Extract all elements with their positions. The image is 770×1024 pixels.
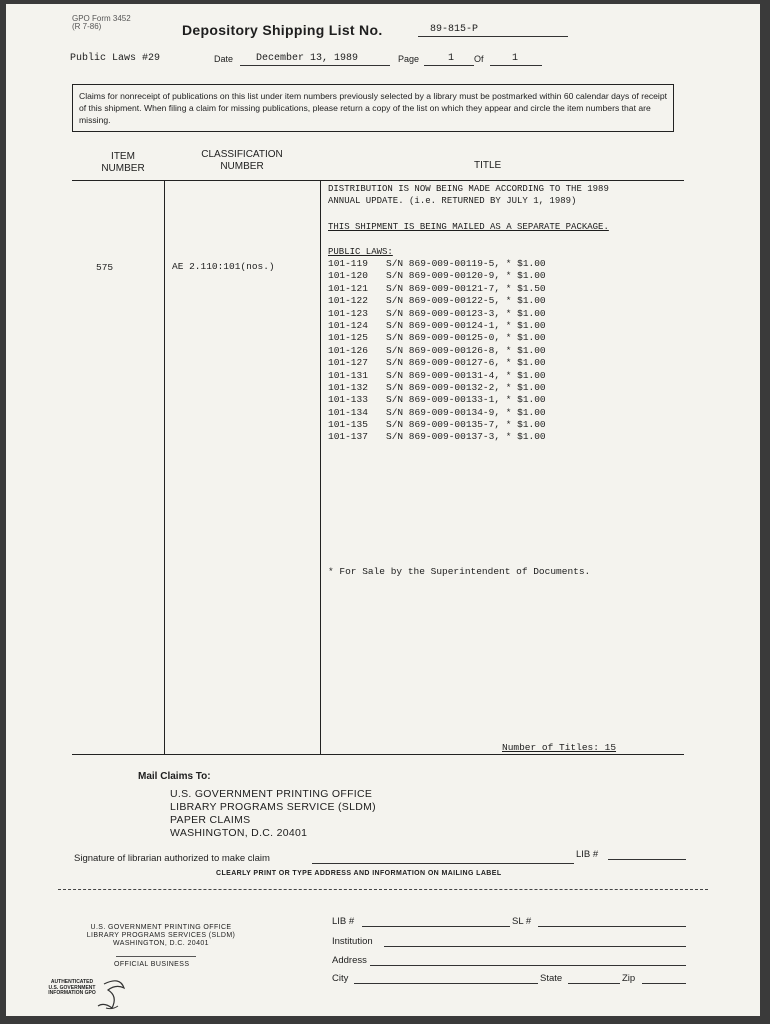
of-value: 1 bbox=[512, 53, 519, 64]
page-value: 1 bbox=[448, 53, 455, 64]
sender-address: U.S. GOVERNMENT PRINTING OFFICE LIBRARY PROGRAMS SERVICES (SLDM) WASHINGTON, D.C. 20401 bbox=[86, 924, 236, 947]
gpo-authenticated-seal: AUTHENTICATED U.S. GOVERNMENT INFORMATION GPO bbox=[46, 974, 126, 1014]
distribution-notice-2: ANNUAL UPDATE. (i.e. RETURNED BY JULY 1, 1989) bbox=[328, 196, 577, 206]
shipping-list-sheet bbox=[6, 4, 760, 1016]
signature-field[interactable] bbox=[312, 863, 574, 864]
list-item: 101-124 S/N 869-009-00124-1, * $1.00 bbox=[328, 319, 546, 331]
for-sale-note: * For Sale by the Superintendent of Documents. bbox=[328, 566, 591, 577]
list-number: 89-815-P bbox=[430, 24, 479, 35]
signature-label: Signature of librarian authorized to make claim bbox=[74, 853, 270, 864]
public-laws-list bbox=[328, 258, 546, 444]
mail-claims-address: U.S. GOVERNMENT PRINTING OFFICE LIBRARY PROGRAMS SERVICE (SLDM) PAPER CLAIMS WASHINGTON, D.C. 20401 bbox=[170, 788, 376, 839]
distribution-notice-1: DISTRIBUTION IS NOW BEING MADE ACCORDING TO THE 1989 bbox=[328, 184, 609, 194]
city-label: City bbox=[332, 973, 349, 984]
list-item: 101-134 S/N 869-009-00134-9, * $1.00 bbox=[328, 406, 546, 418]
classification-number-header: CLASSIFICATION NUMBER bbox=[201, 149, 283, 172]
official-business: OFFICIAL BUSINESS bbox=[114, 961, 190, 968]
document-title: Depository Shipping List No. bbox=[182, 22, 383, 38]
city-field[interactable] bbox=[354, 983, 538, 984]
address-label: Address bbox=[332, 955, 367, 966]
list-item: 101-132 S/N 869-009-00132-2, * $1.00 bbox=[328, 381, 546, 393]
list-item: 101-135 S/N 869-009-00135-7, * $1.00 bbox=[328, 419, 546, 431]
list-item: 101-122 S/N 869-009-00122-5, * $1.00 bbox=[328, 295, 546, 307]
item-number-value: 575 bbox=[96, 262, 114, 273]
number-of-titles: Number of Titles: 15 bbox=[502, 742, 617, 753]
date-value: December 13, 1989 bbox=[256, 53, 359, 64]
date-label: Date bbox=[214, 54, 234, 64]
title-header: TITLE bbox=[474, 160, 502, 171]
list-item: 101-127 S/N 869-009-00127-6, * $1.00 bbox=[328, 357, 546, 369]
list-item: 101-137 S/N 869-009-00137-3, * $1.00 bbox=[328, 431, 546, 443]
lib-number-label: LIB # bbox=[576, 849, 599, 860]
list-item: 101-126 S/N 869-009-00126-8, * $1.00 bbox=[328, 344, 546, 356]
form-rev: (R 7-86) bbox=[72, 22, 102, 31]
list-item: 101-131 S/N 869-009-00131-4, * $1.00 bbox=[328, 369, 546, 381]
mail-claims-label: Mail Claims To: bbox=[138, 771, 211, 782]
claims-notice-text: Claims for nonreceipt of publications on this list under item numbers previously selected by a library must be postmarked within 60 calendar days of receipt of this shipment. When filing a claim for missing publications, please return a copy of the list on which they appear and circle the item numbers that are missing. bbox=[79, 91, 668, 125]
of-label: Of bbox=[474, 54, 484, 64]
lib-number-field[interactable] bbox=[608, 859, 686, 860]
list-item: 101-123 S/N 869-009-00123-3, * $1.00 bbox=[328, 307, 546, 319]
institution-label: Institution bbox=[332, 936, 373, 947]
classification-value: AE 2.110:101(nos.) bbox=[172, 261, 275, 272]
page-label: Page bbox=[398, 54, 420, 64]
item-number-header: ITEM NUMBER bbox=[101, 151, 145, 174]
clearly-print-notice: CLEARLY PRINT OR TYPE ADDRESS AND INFORMATION ON MAILING LABEL bbox=[216, 870, 502, 877]
label-lib-label: LIB # bbox=[332, 916, 355, 927]
cut-line bbox=[58, 889, 708, 890]
form-id: GPO Form 3452 bbox=[72, 14, 131, 23]
label-lib-field[interactable] bbox=[362, 926, 510, 927]
claims-notice-box bbox=[72, 84, 674, 132]
state-field[interactable] bbox=[568, 983, 620, 984]
list-item: 101-120 S/N 869-009-00120-9, * $1.00 bbox=[328, 270, 546, 282]
label-sl-label: SL # bbox=[512, 916, 532, 927]
list-item: 101-133 S/N 869-009-00133-1, * $1.00 bbox=[328, 394, 546, 406]
zip-field[interactable] bbox=[642, 983, 686, 984]
institution-field[interactable] bbox=[384, 946, 686, 947]
list-item: 101-125 S/N 869-009-00125-0, * $1.00 bbox=[328, 332, 546, 344]
zip-label: Zip bbox=[622, 973, 636, 984]
public-laws-heading: PUBLIC LAWS: bbox=[328, 247, 393, 257]
label-sl-field[interactable] bbox=[538, 926, 686, 927]
address-field[interactable] bbox=[370, 965, 686, 966]
separate-package-notice: THIS SHIPMENT IS BEING MAILED AS A SEPARATE PACKAGE. bbox=[328, 222, 609, 232]
public-laws-number: Public Laws #29 bbox=[70, 53, 161, 64]
list-item: 101-119 S/N 869-009-00119-5, * $1.00 bbox=[328, 258, 546, 269]
state-label: State bbox=[540, 973, 563, 984]
list-item: 101-121 S/N 869-009-00121-7, * $1.50 bbox=[328, 282, 546, 294]
